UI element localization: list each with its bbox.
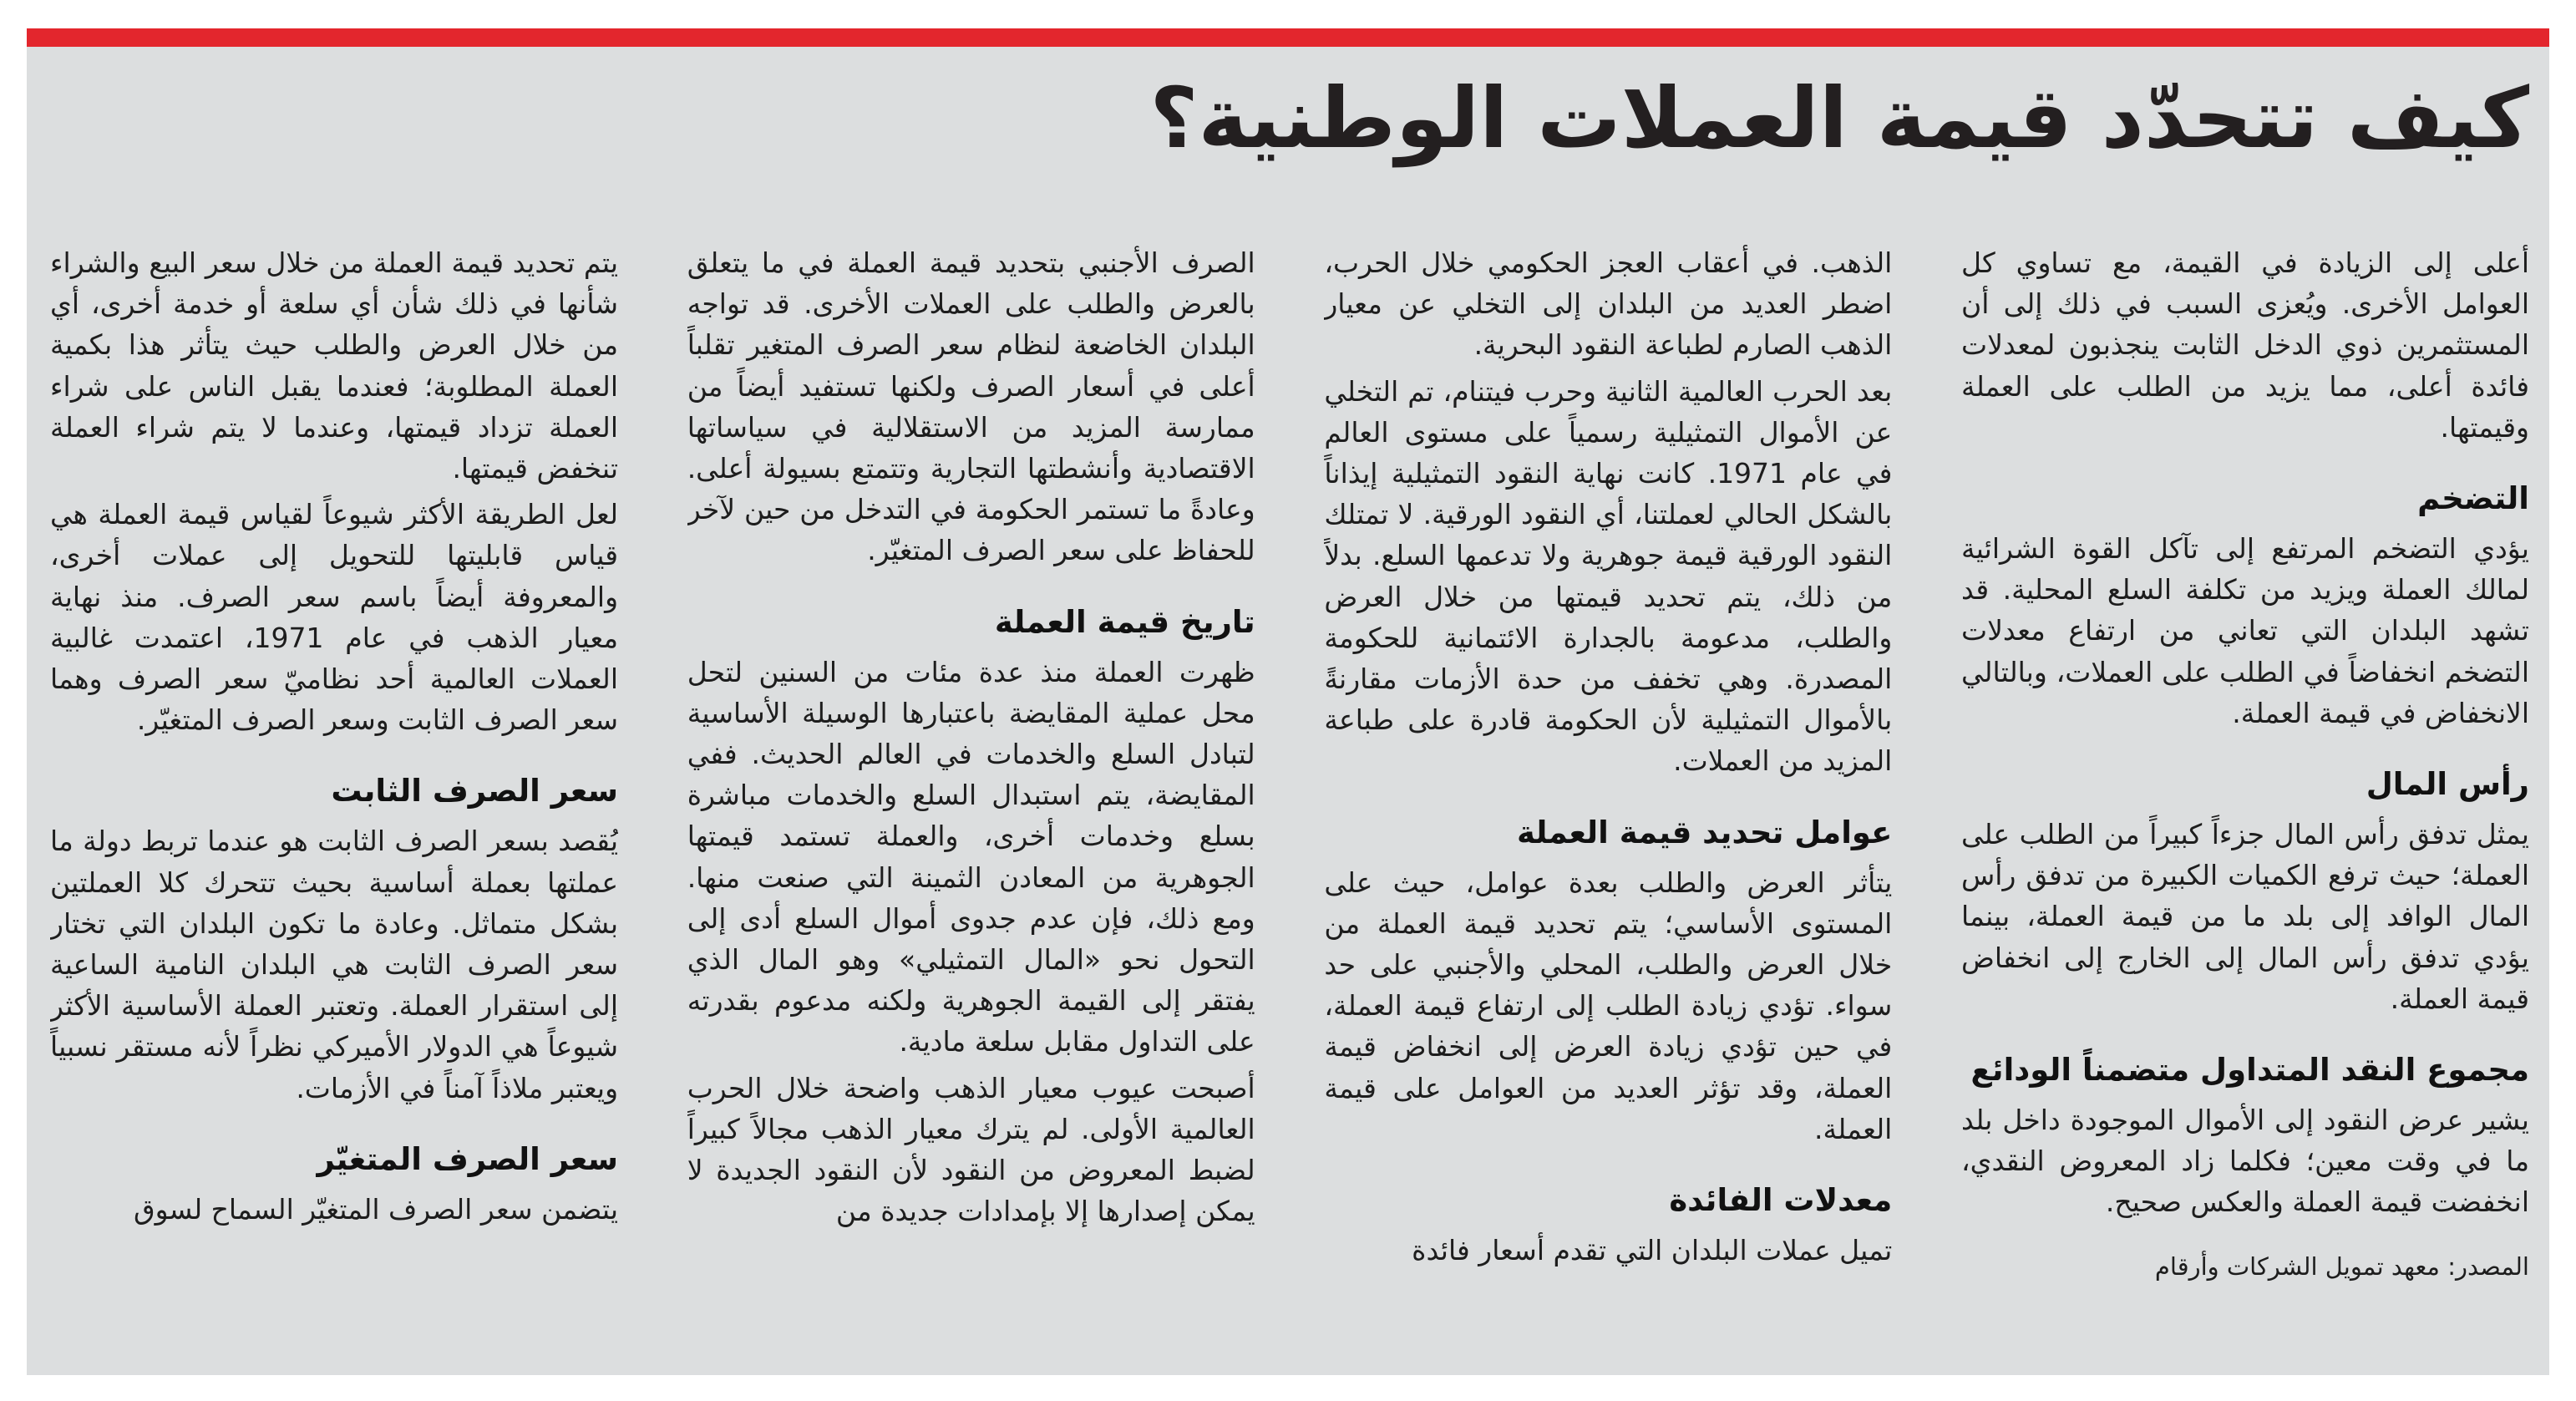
paragraph: يتأثر العرض والطلب بعدة عوامل، حيث على المستوى الأساسي؛ يتم تحديد قيمة العملة من خلال العرض والطلب، المحلي والأجنبي على حد سواء. تؤدي زيادة الطلب إلى ارتفاع قيمة العملة، في حين تؤدي زيادة العرض إلى انخفاض قيمة العملة، وقد تؤثر العديد من العوامل على قيمة العملة. (1324, 865, 1893, 1145)
paragraph: يمثل تدفق رأس المال جزءاً كبيراً من الطلب على العملة؛ حيث ترفع الكميات الكبيرة من تدفق رأس المال الوافد إلى بلد ما من قيمة العملة، بينما يؤدي تدفق رأس المال إلى الخارج إلى انخفاض قيمة العملة. (1961, 818, 2529, 1015)
section-heading: تاريخ قيمة العملة (994, 603, 1255, 640)
paragraph: ظهرت العملة منذ عدة مئات من السنين لتحل محل عملية المقايضة باعتبارها الوسيلة الأساسية لتبادل السلع والخدمات في العالم الحديث. ففي المقايضة، يتم استبدال السلع والخدمات مباشرة بسلع وخدمات أخرى، والعملة تستمد قيمتها الجوهرية من المعادن الثمينة التي صنعت منها. ومع ذلك، فإن عدم جدوى أموال السلع أدى إلى التحول نحو «المال التمثيلي» وهو المال الذي يفتقر إلى القيمة الجوهرية ولكنه مدعوم بقدرته على التداول مقابل سلعة مادية. (687, 655, 1255, 1058)
paragraph: يؤدي التضخم المرتفع إلى تآكل القوة الشرائية لمالك العملة ويزيد من تكلفة السلع المحلية. قد تشهد البلدان التي تعاني من ارتفاع معدلات التضخم انخفاضاً في الطلب على العملات، وبالتالي الانخفاض في قيمة العملة. (1961, 532, 2529, 729)
section-heading: رأس المال (2366, 766, 2529, 803)
paragraph: أصبحت عيوب معيار الذهب واضحة خلال الحرب العالمية الأولى. لم يترك معيار الذهب مجالاً كبيراً لضبط المعروض من النقود لأن النقود الجديدة لا يمكن إصدارها إلا بإمدادات جديدة من (687, 1071, 1255, 1228)
section-heading: سعر الصرف الثابت (331, 773, 619, 810)
paragraph: يُقصد بسعر الصرف الثابت هو عندما تربط دولة ما عملتها بعملة أساسية بحيث تتحرك كلا العملتين بشكل متماثل. وعادة ما تكون البلدان التي تختار سعر الصرف الثابت هي البلدان النامية الساعية إلى استقرار العملة. وتعتبر العملة الأساسية الأكثر شيوعاً هي الدولار الأميركي نظراً لأنه مستقر نسبياً ويعتبر ملاذاً آمناً في الأزمات. (50, 825, 619, 1104)
paragraph: لعل الطريقة الأكثر شيوعاً لقياس قيمة العملة هي قياس قابليتها للتحويل إلى عملات أخرى، والمعروفة أيضاً باسم سعر الصرف. منذ نهاية معيار الذهب في عام 1971، اعتمدت غالبية العملات العالمية أحد نظاميّ سعر الصرف وهما سعر الصرف الثابت وسعر الصرف المتغيّر. (50, 498, 619, 737)
section-heading: عوامل تحديد قيمة العملة (1517, 814, 1893, 850)
paragraph: بعد الحرب العالمية الثانية وحرب فيتنام، تم التخلي عن الأموال التمثيلية رسمياً على مستوى العالم في عام 1971. كانت نهاية النقود التمثيلية إيذاناً بالشكل الحالي لعملتنا، أي النقود الورقية. لا تمتلك النقود الورقية قيمة جوهرية ولا تدعمها السلع. بدلاً من ذلك، يتم تحديد قيمتها من خلال العرض والطلب، مدعومة بالجدارة الائتمانية للحكومة المصدرة. وهي تخفف من حدة الأزمات مقارنةً بالأموال التمثيلية لأن الحكومة قادرة على طباعة المزيد من العملات. (1324, 374, 1893, 778)
paragraph: يشير عرض النقود إلى الأموال الموجودة داخل بلد ما في وقت معين؛ فكلما زاد المعروض النقدي، انخفضت قيمة العملة والعكس صحيح. (1961, 1104, 2529, 1219)
paragraph: يتضمن سعر الصرف المتغيّر السماح لسوق (134, 1192, 619, 1226)
article-column-2 (687, 242, 1255, 1345)
article-column-4 (1961, 242, 2529, 1345)
section-heading: التضخم (2417, 480, 2529, 517)
paragraph: الصرف الأجنبي بتحديد قيمة العملة في ما يتعلق بالعرض والطلب على العملات الأخرى. قد تواجه البلدان الخاضعة لنظام سعر الصرف المتغير تقلباً أعلى في أسعار الصرف ولكنها تستفيد أيضاً من ممارسة المزيد من الاستقلالية في سياساتها الاقتصادية وأنشطتها التجارية وتتمتع بسيولة أعلى. وعادةً ما تستمر الحكومة في التدخل من حين لآخر للحفاظ على سعر الصرف المتغيّر. (687, 246, 1255, 567)
paragraph: يتم تحديد قيمة العملة من خلال سعر البيع والشراء شأنها في ذلك شأن أي سلعة أو خدمة أخرى، أي من خلال العرض والطلب حيث يتأثر هذا بكمية العملة المطلوبة؛ فعندما يقبل الناس على شراء العملة تزداد قيمتها، وعندما لا يتم شراء العملة تنخفض قيمتها. (50, 246, 619, 485)
article-headline: كيف تتحدّد قيمة العملات الوطنية؟ (1149, 69, 2529, 167)
paragraph: أعلى إلى الزيادة في القيمة، مع تساوي كل العوامل الأخرى. ويُعزى السبب في ذلك إلى أن المستثمرين ذوي الدخل الثابت ينجذبون لمعدلات فائدة أعلى، مما يزيد من الطلب على العملة وقيمتها. (1961, 246, 2529, 444)
section-heading: مجموع النقد المتداول متضمناً الودائع (1970, 1052, 2529, 1089)
source-credit: المصدر: معهد تمويل الشركات وأرقام (2154, 1251, 2529, 1281)
section-heading: معدلات الفائدة (1669, 1182, 1893, 1219)
article-column-1 (50, 242, 618, 1345)
section-heading: سعر الصرف المتغيّر (317, 1140, 619, 1177)
paragraph: تميل عملات البلدان التي تقدم أسعار فائدة (1412, 1234, 1893, 1267)
article-columns (50, 242, 2529, 1345)
paragraph: الذهب. في أعقاب العجز الحكومي خلال الحرب، اضطر العديد من البلدان إلى التخلي عن معيار الذهب الصارم لطباعة النقود البحرية. (1324, 246, 1893, 362)
article-column-3 (1324, 242, 1892, 1345)
